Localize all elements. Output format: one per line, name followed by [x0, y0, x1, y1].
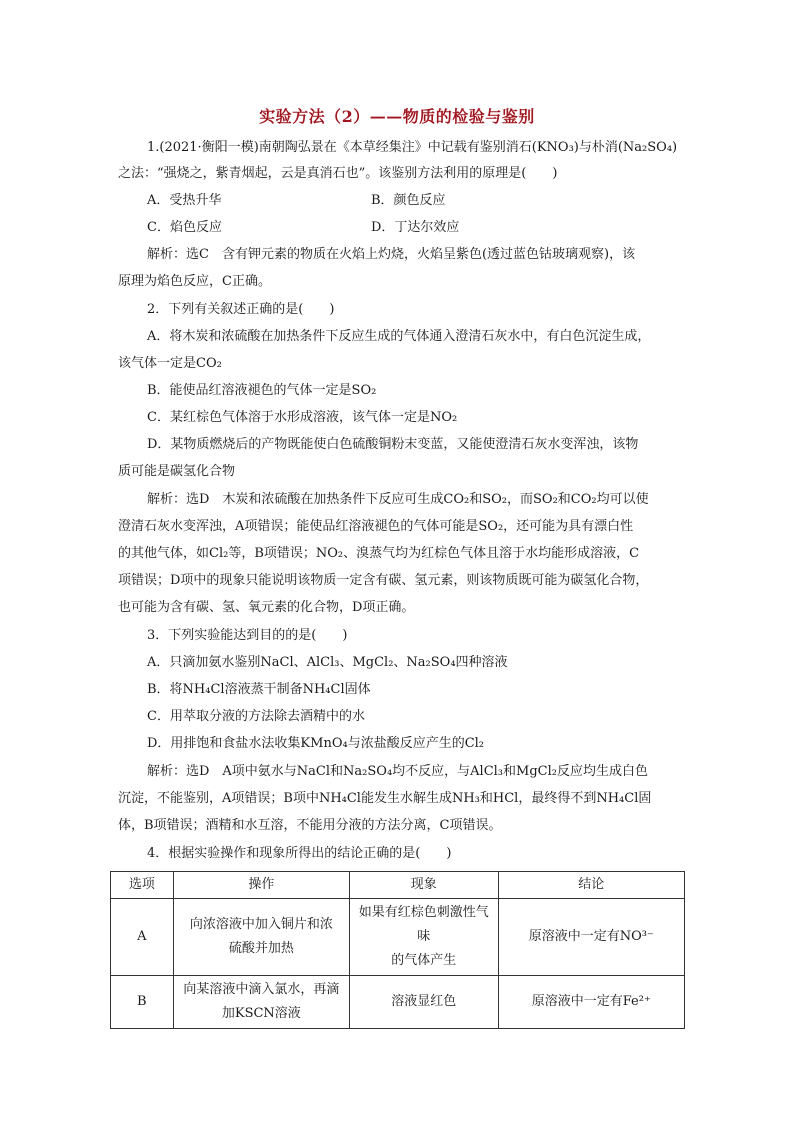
cell-text: 硫酸并加热 — [228, 941, 294, 956]
q2-analysis-line3: 的其他气体，如Cl₂等，B项错误；NO₂、溴蒸气均为红棕色气体且溶于水均能形成溶液，C — [118, 546, 640, 561]
cell-operation — [173, 899, 349, 976]
q2-analysis-line2: 澄清石灰水变浑浊，A项错误；能使品红溶液褪色的气体可能是SO₂，还可能为具有漂白性 — [118, 519, 634, 534]
q3-option-b: B．将NH₄Cl溶液蒸干制备NH₄Cl固体 — [147, 682, 371, 697]
header-conclusion: 结论 — [498, 872, 685, 899]
cell-phenomenon — [350, 899, 498, 976]
cell-text: 向浓溶液中加入铜片和浓 — [189, 917, 333, 932]
q1-stem-line1: 1.(2021·衡阳一模)南朝陶弘景在《本草经集注》中记载有鉴别消石(KNO₃)与朴消(Na₂SO₄) — [147, 140, 678, 155]
cell-operation — [173, 976, 349, 1029]
q2-option-a-line2: 该气体一定是CO₂ — [118, 356, 222, 371]
q1-analysis-line1: 解析：选C 含有钾元素的物质在火焰上灼烧，火焰呈紫色(透过蓝色钴玻璃观察)，该 — [147, 247, 636, 262]
q4-table — [110, 871, 685, 1029]
q1-stem-line2: 之法：“强烧之，紫青烟起，云是真消石也”。该鉴别方法利用的原理是( ) — [118, 166, 558, 181]
q3-analysis-line1: 解析：选D A项中氨水与NaCl和Na₂SO₄均不反应，与AlCl₃和MgCl₂反应均生成白色 — [147, 764, 648, 779]
q2-analysis-line5: 也可能为含有碳、氢、氧元素的化合物，D项正确。 — [118, 600, 415, 615]
q3-option-d: D．用排饱和食盐水法收集KMnO₄与浓盐酸反应产生的Cl₂ — [147, 736, 485, 751]
q3-option-a: A．只滴加氨水鉴别NaCl、AlCl₃、MgCl₂、Na₂SO₄四种溶液 — [147, 655, 508, 670]
q1-option-a: A．受热升华 — [147, 193, 222, 208]
cell-text: 加KSCN溶液 — [221, 1006, 301, 1021]
q2-option-b: B．能使品红溶液褪色的气体一定是SO₂ — [147, 383, 377, 398]
q1-option-c: C．焰色反应 — [147, 220, 222, 235]
q2-analysis-line4: 项错误；D项中的现象只能说明该物质一定含有碳、氢元素，则该物质既可能为碳氢化合物， — [118, 573, 649, 588]
header-option: 选项 — [111, 872, 174, 899]
cell-text: 的气体产生 — [391, 953, 457, 968]
q2-analysis-line1: 解析：选D 木炭和浓硫酸在加热条件下反应可生成CO₂和SO₂，而SO₂和CO₂均可以使 — [147, 492, 649, 507]
cell-text: 向某溶液中滴入氯水，再滴 — [183, 982, 340, 997]
q1-analysis-line2: 原理为焰色反应，C正确。 — [118, 274, 271, 289]
q3-option-c: C．用萃取分液的方法除去酒精中的水 — [147, 709, 365, 724]
header-operation: 操作 — [173, 872, 349, 899]
cell-option: B — [111, 976, 174, 1029]
table-header-row — [111, 872, 685, 899]
cell-text: 如果有红棕色刺激性气味 — [358, 905, 489, 944]
q2-option-d-line2: 质可能是碳氢化合物 — [118, 464, 236, 479]
header-phenomenon: 现象 — [350, 872, 498, 899]
q4-stem: 4．根据实验操作和现象所得出的结论正确的是( ) — [147, 846, 452, 861]
q2-option-a-line1: A．将木炭和浓硫酸在加热条件下反应生成的气体通入澄清石灰水中，有白色沉淀生成， — [147, 329, 651, 344]
cell-conclusion: 原溶液中一定有NO³⁻ — [498, 899, 685, 976]
page-title: 实验方法（2）——物质的检验与鉴别 — [259, 107, 535, 126]
q3-stem: 3．下列实验能达到目的的是( ) — [147, 628, 348, 643]
q3-analysis-line3: 体，B项错误；酒精和水互溶，不能用分液的方法分离，C项错误。 — [118, 818, 502, 833]
cell-phenomenon: 溶液显红色 — [350, 976, 498, 1029]
q2-option-c: C．某红棕色气体溶于水形成溶液，该气体一定是NO₂ — [147, 410, 458, 425]
cell-option: A — [111, 899, 174, 976]
table-row — [111, 976, 685, 1029]
q2-option-d-line1: D．某物质燃烧后的产物既能使白色硫酸铜粉末变蓝，又能使澄清石灰水变浑浊，该物 — [147, 437, 639, 452]
q1-option-d: D．丁达尔效应 — [371, 220, 460, 235]
q1-option-b: B．颜色反应 — [371, 193, 446, 208]
cell-conclusion: 原溶液中一定有Fe²⁺ — [498, 976, 685, 1029]
table-row — [111, 899, 685, 976]
q2-stem: 2．下列有关叙述正确的是( ) — [147, 302, 335, 317]
q3-analysis-line2: 沉淀，不能鉴别，A项错误；B项中NH₄Cl能发生水解生成NH₃和HCl，最终得不到NH₄Cl固 — [118, 791, 652, 806]
